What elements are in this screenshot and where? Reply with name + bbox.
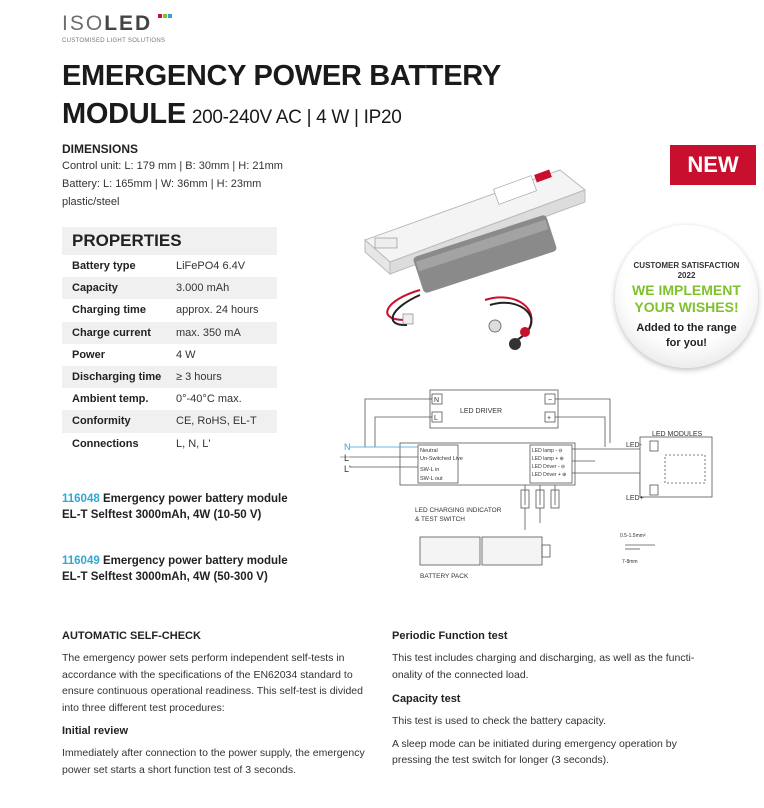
properties-rows [62,255,277,455]
paragraph-line: pressing the test switch for longer (3 seconds). [392,754,610,766]
product-title [62,491,288,507]
diagram-lp: L' [344,464,351,474]
seal-line: CUSTOMER SATISFACTION [633,261,740,270]
diagram-terminal: Un-Switched Live [420,456,463,462]
product-variant: EL-T Selftest 3000mAh, 4W (50-300 V) [62,571,268,583]
dimensions-line: plastic/steel [62,196,120,208]
page-title-line2 [62,98,402,131]
capacity-test-heading: Capacity test [392,693,461,705]
diagram-led-driver-label: LED DRIVER [460,408,503,415]
properties-heading: PROPERTIES [62,227,277,255]
self-check-intro [62,650,377,716]
property-row [62,299,277,321]
paragraph-line: accordance with the specifications of the EN62034 standard to [62,668,353,681]
diagram-terminal: SW-L in [420,467,440,473]
product-name: Emergency power battery module [99,493,288,505]
property-value: LiFePO4 6.4V [176,260,246,272]
self-check-heading: AUTOMATIC SELF-CHECK [62,630,201,642]
paragraph-line: ensure continuous operational readiness. This self-test is divided [62,685,363,697]
diagram-terminal: SW-L out [420,476,443,482]
paragraph-line: The emergency power sets perform independent self-tests in [62,652,345,664]
product-variant: EL-T Selftest 3000mAh, 4W (10-50 V) [62,509,262,521]
paragraph-line: This test includes charging and discharging, as well as the functi- [392,652,695,664]
diagram-test-switch-label: & TEST SWITCH [415,516,465,523]
periodic-test-heading: Periodic Function test [392,630,508,642]
product-number: 116048 [62,493,100,505]
seal-headline: YOUR WISHES! [634,299,739,315]
brand-logo [62,12,178,36]
paragraph-line: Immediately after connection to the power supply, the emergency [62,747,365,759]
new-badge: NEW [670,145,756,185]
capacity-test-text [392,713,707,769]
diagram-terminal: LED lamp + ⊕ [532,456,564,462]
diagram-terminal: Neutral [420,448,438,454]
logo-dots-icon [158,14,176,18]
paragraph-line: A sleep mode can be initiated during emergency operation by [392,737,677,750]
property-key: Capacity [72,282,118,295]
product-item [62,553,288,585]
property-row [62,322,277,344]
property-row [62,366,277,388]
property-value: CE, RoHS, EL-T [176,415,257,428]
dimensions-heading: DIMENSIONS [62,142,139,156]
diagram-l-terminal: L [434,415,438,422]
paragraph-line: into three different test procedures: [62,701,225,714]
product-name: Emergency power battery module [99,555,288,567]
diagram-led-modules-label: LED MODULES [652,431,703,438]
properties-table [62,227,277,455]
property-row [62,277,277,299]
property-value: approx. 24 hours [176,304,259,317]
page-title-specs: 200-240V AC | 4 W | IP20 [191,107,402,128]
diagram-plus: + [547,415,552,422]
paragraph-line: This test is used to check the battery capacity. [392,715,606,727]
product-item [62,491,288,523]
periodic-test-text [392,650,707,683]
property-key: Connections [72,437,139,450]
seal-subline: Added to the range [636,322,737,334]
property-key: Charge current [72,326,151,339]
property-key: Conformity [72,415,131,428]
property-row [62,410,277,432]
dimensions-line: Battery: L: 165mm | W: 36mm | H: 23mm [62,178,262,190]
page-title-module: MODULE [62,98,186,130]
property-value: L, N, L' [176,437,211,450]
logo-iso: ISO [62,12,105,35]
diagram-n: N [344,442,351,452]
diagram-led-minus: LED- [626,442,642,449]
property-value: 3.000 mAh [176,282,230,295]
brand-tagline: CUSTOMISED LIGHT SOLUTIONS [62,38,166,44]
initial-review-heading: Initial review [62,725,129,737]
paragraph-line: onality of the connected load. [392,668,529,681]
property-value: max. 350 mA [176,326,241,339]
property-value: 4 W [176,348,196,361]
diagram-led-plus: LED+ [626,495,644,502]
initial-review-text [62,745,377,778]
diagram-terminal: LED lamp - ⊖ [532,448,563,454]
property-key: Charging time [72,304,146,317]
property-row [62,344,277,366]
wiring-diagram [340,385,720,595]
property-row [62,388,277,410]
property-key: Battery type [72,260,136,272]
dimensions-line: Control unit: L: 179 mm | B: 30mm | H: 21mm [62,160,283,172]
paragraph-line: power set starts a short function test of 3 seconds. [62,763,297,776]
property-value: ≥ 3 hours [176,370,222,383]
property-row [62,433,277,455]
diagram-n-terminal: N [434,397,440,404]
diagram-minus: − [548,397,553,404]
property-row [62,255,277,277]
seal-subline: for you! [666,337,707,349]
customer-satisfaction-seal [615,225,758,368]
diagram-wire-gauge: 0.5-1.5mm² [620,533,646,539]
seal-headline: WE IMPLEMENT [632,282,741,298]
property-key: Power [72,348,106,361]
diagram-wire-strip: 7-8mm [622,559,638,565]
property-key: Ambient temp. [72,393,149,406]
diagram-charging-label: LED CHARGING INDICATOR [415,507,502,514]
property-value: 0°-40°C max. [176,393,242,406]
diagram-terminal: LED Driver + ⊕ [532,472,567,478]
logo-led: LED [104,12,153,35]
diagram-battery-pack-label: BATTERY PACK [420,573,469,580]
product-number: 116049 [62,555,100,567]
product-photo [345,150,605,355]
product-title [62,553,288,569]
property-key: Discharging time [72,370,162,383]
seal-year: 2022 [677,271,696,280]
diagram-l: L [344,453,350,463]
diagram-terminal: LED Driver - ⊖ [532,464,566,470]
page-title-line1: EMERGENCY POWER BATTERY [62,60,501,92]
